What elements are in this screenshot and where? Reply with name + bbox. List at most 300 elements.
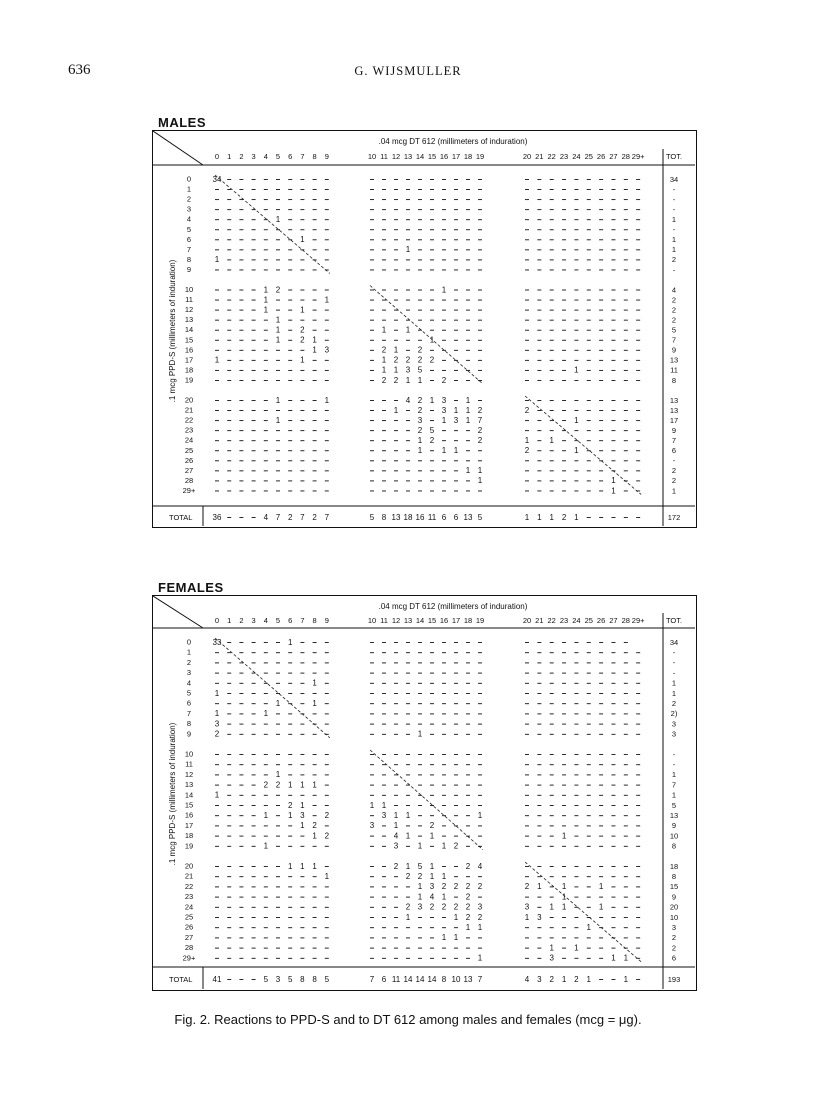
col-label: 16 — [439, 152, 449, 161]
cell-value: 1 — [275, 215, 281, 224]
row-total: 1 — [671, 245, 677, 255]
males-table — [152, 130, 697, 528]
cell-value: 5 — [417, 861, 423, 871]
cell-value: 2 — [477, 882, 483, 892]
row-label: 26 — [184, 922, 194, 932]
cell-value: 1 — [417, 446, 423, 456]
cell-value: 1 — [405, 245, 411, 255]
cell-value: 1 — [524, 436, 530, 445]
cell-value: 1 — [263, 305, 269, 315]
col-label: 28 — [621, 616, 630, 625]
cell-value: 1 — [561, 902, 567, 912]
row-label: 10 — [184, 749, 194, 759]
row-total: 4 — [671, 285, 677, 295]
tot-header: TOT. — [665, 616, 683, 625]
col-label: 24 — [572, 152, 581, 161]
col-total: 8 — [312, 975, 317, 984]
cell-value: 3 — [324, 345, 330, 355]
cell-value: 4 — [393, 831, 399, 841]
total-label: TOTAL — [169, 513, 193, 522]
row-label: 10 — [184, 285, 194, 294]
cell-value: 1 — [312, 345, 317, 355]
cell-value: 1 — [453, 405, 459, 415]
col-total: 5 — [287, 975, 293, 984]
col-label: 24 — [572, 616, 581, 625]
row-total: 10 — [669, 912, 679, 922]
cell-value: 3 — [405, 365, 411, 375]
males-matrix — [153, 131, 695, 526]
cell-value: 1 — [453, 912, 459, 922]
col-total: 13 — [391, 513, 401, 522]
cell-value: 1 — [417, 436, 423, 445]
row-label: 0 — [186, 637, 192, 647]
cell-value: 1 — [586, 923, 591, 932]
cell-value: 1 — [429, 831, 435, 841]
col-label: 23 — [559, 616, 569, 625]
row-label: 22 — [184, 415, 194, 425]
cell-value: 4 — [429, 892, 435, 902]
cell-value: 1 — [441, 285, 447, 295]
cell-value: 4 — [405, 395, 411, 405]
cell-value: 1 — [611, 476, 616, 486]
col-total: 6 — [441, 513, 447, 522]
row-label: 4 — [186, 214, 192, 224]
cell-value: 3 — [369, 821, 375, 831]
row-label: 21 — [184, 405, 194, 415]
col-total: 2 — [574, 975, 579, 984]
cell-value: 1 — [369, 800, 375, 810]
running-header — [0, 62, 816, 82]
cell-value: 1 — [324, 395, 330, 405]
cell-value: 3 — [441, 395, 447, 405]
diagonal-guide — [525, 396, 641, 494]
cell-value: 1 — [300, 305, 305, 315]
column-axis-title: .04 mcg DT 612 (millimeters of induration) — [378, 137, 528, 146]
cell-value: 1 — [453, 446, 459, 456]
col-total: 5 — [324, 975, 330, 984]
row-label: 2 — [186, 657, 192, 667]
figure-caption: Fig. 2. Reactions to PPD-S and to DT 612 among males and females (mcg = μg). — [174, 1012, 642, 1027]
row-label: 24 — [184, 435, 194, 445]
cell-value: 2 — [477, 405, 483, 415]
cell-value: 1 — [312, 678, 317, 688]
row-total: 1 — [671, 215, 677, 224]
col-label: 15 — [427, 616, 437, 625]
cell-value: 2 — [441, 375, 447, 385]
cell-value: 1 — [524, 912, 530, 922]
cell-value: 2 — [300, 325, 305, 335]
row-label: 20 — [184, 395, 194, 405]
cell-value: 2 — [465, 892, 471, 902]
col-label: 20 — [522, 152, 532, 161]
col-total: 7 — [324, 513, 330, 522]
cell-value: 1 — [324, 295, 330, 305]
cell-value: 1 — [441, 415, 447, 425]
col-label: 8 — [312, 152, 317, 161]
row-label: 11 — [185, 295, 193, 305]
cell-value: 1 — [598, 882, 604, 892]
cell-value: 1 — [287, 780, 293, 790]
cell-value: 1 — [312, 335, 317, 345]
cell-value: 3 — [417, 415, 423, 425]
col-label: 7 — [300, 616, 305, 625]
col-label: 26 — [596, 616, 606, 625]
row-label: 4 — [186, 678, 192, 688]
row-total: - — [672, 668, 676, 678]
cell-value: 1 — [441, 841, 447, 851]
cell-value: 2 — [417, 345, 423, 355]
cell-value: 1 — [405, 861, 411, 871]
cell-value: 1 — [263, 811, 269, 820]
cell-value: 1 — [300, 861, 305, 871]
cell-value: 3 — [214, 719, 220, 729]
col-label: 16 — [439, 616, 449, 625]
row-total: 7 — [671, 780, 677, 790]
cell-value: 1 — [477, 476, 483, 486]
cell-value: 3 — [300, 811, 305, 820]
col-total: 41 — [212, 975, 222, 984]
row-label: 6 — [186, 698, 192, 708]
col-total: 3 — [275, 975, 281, 984]
cell-value: 1 — [477, 811, 483, 820]
cell-value: 2 — [417, 872, 423, 881]
row-label: 16 — [184, 810, 194, 820]
col-total: 2 — [287, 513, 293, 522]
cell-value: 2 — [441, 882, 447, 892]
col-total: 11 — [391, 975, 401, 984]
row-label: 14 — [184, 325, 194, 335]
cell-value: 1 — [477, 923, 483, 932]
cell-value: 3 — [417, 902, 423, 912]
row-total: 1 — [671, 486, 677, 496]
cell-value: 2 — [417, 355, 423, 365]
cell-value: 1 — [429, 395, 435, 405]
cell-value: 2 — [453, 902, 459, 912]
row-total: 2 — [671, 295, 677, 305]
cell-value: 2 — [524, 882, 530, 892]
row-total: 2 — [671, 933, 677, 943]
cell-value: 1 — [405, 325, 411, 335]
row-label: 7 — [186, 708, 192, 718]
col-total: 8 — [381, 513, 387, 522]
cell-value: 1 — [561, 882, 567, 892]
col-total: 18 — [403, 513, 413, 522]
cell-value: 1 — [275, 395, 281, 405]
col-total: 7 — [300, 513, 305, 522]
col-label: 27 — [609, 616, 618, 625]
col-total: 3 — [537, 975, 542, 984]
cell-value: 3 — [393, 841, 399, 851]
cell-value: 3 — [537, 912, 542, 922]
col-label: 19 — [475, 152, 485, 161]
row-total: 2 — [671, 466, 677, 476]
cell-value: 1 — [477, 953, 483, 963]
cell-value: 2 — [453, 841, 459, 851]
col-label: 1 — [227, 152, 232, 161]
col-label: 22 — [547, 152, 556, 161]
cell-value: 1 — [574, 446, 579, 456]
row-label: 19 — [184, 375, 194, 385]
row-total: 3 — [671, 923, 677, 932]
cell-value: 1 — [312, 699, 317, 708]
col-label: 17 — [451, 152, 461, 161]
cell-value: 1 — [429, 861, 435, 871]
col-label: 3 — [251, 152, 256, 161]
row-total: 9 — [671, 425, 677, 435]
row-label: 29+ — [182, 485, 196, 495]
col-total: 6 — [381, 975, 387, 984]
cell-value: 1 — [312, 780, 317, 790]
row-total: 2 — [671, 305, 677, 315]
cell-value: 1 — [393, 365, 399, 375]
col-label: 10 — [367, 616, 377, 625]
row-label: 12 — [184, 769, 194, 779]
row-total: - — [672, 749, 676, 759]
page-number: 636 — [68, 62, 91, 78]
col-total: 1 — [537, 513, 542, 522]
row-total: 3 — [671, 719, 677, 729]
col-label: 19 — [475, 616, 485, 625]
cell-value: 1 — [275, 325, 281, 335]
row-label: 5 — [186, 688, 192, 698]
col-total: 8 — [300, 975, 305, 984]
col-label: 9 — [324, 616, 329, 625]
cell-value: 1 — [429, 335, 435, 345]
cell-value: 2 — [275, 285, 281, 295]
cell-value: 1 — [441, 446, 447, 456]
cell-value: 3 — [549, 953, 554, 963]
row-label: 22 — [184, 881, 194, 891]
row-total: - — [672, 194, 676, 204]
row-label: 27 — [184, 932, 194, 942]
row-label: 18 — [184, 831, 194, 841]
col-label: 4 — [263, 152, 268, 161]
running-author: G. WIJSMULLER — [354, 64, 462, 78]
cell-value: 1 — [549, 436, 554, 445]
cell-value: 1 — [214, 355, 220, 365]
row-total: 20 — [669, 902, 679, 912]
cell-value: 2 — [417, 405, 423, 415]
col-label: 18 — [463, 152, 473, 161]
row-total: 18 — [669, 861, 679, 871]
col-total: 2 — [549, 975, 554, 984]
row-label: 26 — [184, 455, 194, 465]
row-label: 23 — [184, 425, 194, 435]
column-axis-title: .04 mcg DT 612 (millimeters of induration) — [378, 602, 528, 611]
row-total: 13 — [669, 811, 679, 820]
col-label: 27 — [609, 152, 618, 161]
cell-value: 1 — [405, 912, 411, 922]
cell-value: 2 — [477, 425, 483, 435]
cell-value: 1 — [275, 770, 281, 780]
row-total: 2 — [671, 699, 677, 708]
cell-value: 1 — [574, 365, 579, 375]
cell-value: 2 — [465, 912, 471, 922]
col-total: 4 — [524, 975, 530, 984]
cell-value: 1 — [549, 902, 554, 912]
col-label: 0 — [214, 616, 220, 625]
col-label: 14 — [415, 616, 425, 625]
row-total: 1 — [671, 770, 677, 780]
row-label: 28 — [184, 943, 194, 953]
cell-value: 1 — [405, 811, 411, 820]
row-total: 2 — [671, 943, 677, 953]
row-total: 17 — [669, 415, 679, 425]
cell-value: 1 — [300, 821, 305, 831]
cell-value: 1 — [549, 943, 554, 953]
cell-value: 1 — [381, 325, 387, 335]
cell-value: 2 — [393, 861, 399, 871]
cell-value: 1 — [263, 841, 269, 851]
cell-value: 1 — [214, 790, 220, 800]
cell-value: 1 — [561, 892, 567, 902]
row-total: 2 — [671, 476, 677, 486]
row-label: 15 — [184, 800, 194, 810]
row-total: - — [672, 648, 676, 657]
row-label: 20 — [184, 861, 194, 871]
row-total: 1 — [671, 688, 677, 698]
cell-value: 2 — [465, 902, 471, 912]
row-total: 3 — [671, 729, 677, 739]
col-label: 5 — [275, 616, 281, 625]
col-total: 14 — [415, 975, 425, 984]
females-table — [152, 595, 697, 991]
row-total: 1 — [671, 678, 677, 688]
row-label: 9 — [186, 729, 192, 739]
row-label: 1 — [186, 184, 192, 194]
col-label: 29+ — [631, 616, 645, 625]
row-label: 12 — [184, 305, 194, 315]
cell-value: 1 — [300, 800, 305, 810]
col-total: 1 — [524, 513, 530, 522]
col-total: 1 — [623, 975, 629, 984]
row-label: 23 — [184, 892, 194, 902]
cell-value: 1 — [417, 882, 423, 892]
cell-value: 2 — [312, 821, 317, 831]
row-label: 16 — [184, 345, 194, 355]
row-total: 1 — [671, 790, 677, 800]
col-label: 25 — [584, 152, 593, 161]
cell-value: 1 — [441, 892, 447, 902]
row-total: - — [672, 760, 676, 769]
cell-value: 4 — [477, 861, 483, 871]
cell-value: 1 — [312, 861, 317, 871]
cell-value: 1 — [623, 953, 629, 963]
cell-value: 1 — [381, 800, 387, 810]
col-total: 7 — [369, 975, 375, 984]
cell-value: 2 — [263, 780, 269, 790]
col-label: 2 — [239, 152, 244, 161]
row-label: 21 — [184, 871, 194, 881]
cell-value: 33 — [212, 637, 222, 647]
col-total: 5 — [263, 975, 269, 984]
col-label: 28 — [621, 152, 630, 161]
cell-value: 1 — [574, 943, 579, 953]
cell-value: 2 — [324, 831, 330, 841]
col-label: 20 — [522, 616, 532, 625]
col-total: 10 — [451, 975, 461, 984]
cell-value: 7 — [477, 415, 483, 425]
col-label: 22 — [547, 616, 556, 625]
col-total: 16 — [415, 513, 425, 522]
cell-value: 2 — [417, 425, 423, 435]
cell-value: 1 — [312, 831, 317, 841]
cell-value: 2 — [465, 882, 471, 892]
cell-value: 3 — [429, 882, 435, 892]
cell-value: 1 — [453, 933, 459, 943]
row-label: 3 — [186, 204, 192, 214]
col-label: 25 — [584, 616, 593, 625]
cell-value: 1 — [300, 355, 305, 365]
col-label: 7 — [300, 152, 305, 161]
col-total: 1 — [586, 975, 591, 984]
cell-value: 1 — [393, 405, 399, 415]
col-total: 8 — [441, 975, 447, 984]
cell-value: 1 — [214, 709, 220, 719]
col-label: 15 — [427, 152, 437, 161]
cell-value: 2 — [453, 882, 459, 892]
cell-value: 5 — [429, 425, 435, 435]
row-label: 11 — [185, 759, 193, 769]
row-total: 34 — [669, 637, 679, 647]
cell-value: 2 — [287, 800, 293, 810]
col-label: 10 — [367, 152, 377, 161]
col-label: 6 — [288, 152, 293, 161]
row-label: 8 — [186, 254, 192, 264]
row-total: - — [672, 204, 676, 214]
row-total: 11 — [670, 365, 678, 375]
row-total: 2 — [671, 315, 677, 325]
diagonal-guide — [525, 862, 641, 962]
row-label: 2 — [186, 194, 192, 204]
diagonal-guide — [212, 174, 330, 273]
row-total: 13 — [669, 355, 679, 365]
cell-value: 2 — [524, 405, 530, 415]
col-label: 6 — [288, 616, 293, 625]
col-total: 11 — [427, 513, 437, 522]
row-total: 13 — [669, 395, 679, 405]
cell-value: 1 — [429, 872, 435, 881]
cell-value: 1 — [381, 365, 387, 375]
cell-value: 2 — [381, 375, 387, 385]
col-total: 1 — [549, 513, 554, 522]
cell-value: 1 — [598, 902, 604, 912]
cell-value: 1 — [477, 466, 483, 476]
col-label: 12 — [391, 616, 401, 625]
col-total: 7 — [275, 513, 281, 522]
cell-value: 2 — [429, 436, 435, 445]
cell-value: 1 — [393, 821, 399, 831]
cell-value: 1 — [611, 486, 616, 496]
col-label: 18 — [463, 616, 473, 625]
col-label: 2 — [239, 616, 244, 625]
col-label: 4 — [263, 616, 268, 625]
row-total: - — [672, 456, 676, 466]
cell-value: 2 — [324, 811, 330, 820]
col-label: 0 — [214, 152, 220, 161]
cell-value: 1 — [537, 882, 542, 892]
row-label: 29+ — [182, 953, 196, 963]
row-total: - — [672, 225, 676, 235]
row-total: 15 — [669, 882, 679, 892]
col-label: 5 — [275, 152, 281, 161]
col-label: 9 — [324, 152, 329, 161]
col-total: 5 — [477, 513, 483, 522]
cell-value: 1 — [393, 345, 399, 355]
col-label: 21 — [535, 152, 544, 161]
row-total: - — [672, 184, 676, 194]
cell-value: 2 — [429, 355, 435, 365]
